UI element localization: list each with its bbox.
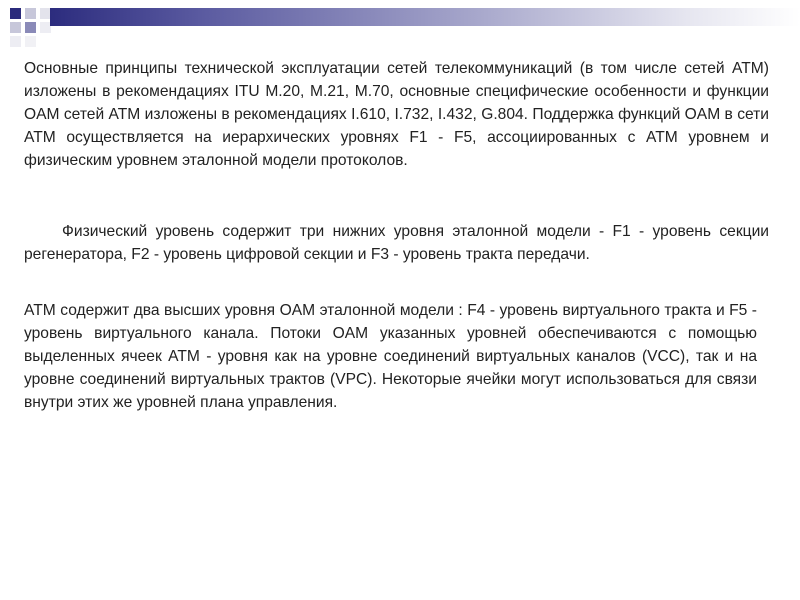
decor-square <box>10 36 21 47</box>
decor-square <box>10 22 21 33</box>
decor-square <box>10 8 21 19</box>
paragraph-atm-layers: ATM содержит два высших уровня OAM эталонной модели : F4 - уровень виртуального тракта и F5 - уровень виртуального канала. Потоки OAM указанных уровней обеспечиваются с помощью выделенных ячеек ATM - уровня как на уровне соединений виртуальных каналов (VCC), так и на уровне соединений виртуальных трактов (VPC). Некоторые ячейки могут использоваться для связи внутри этих же уровней плана управления. <box>24 302 757 411</box>
decor-square <box>25 8 36 19</box>
decor-square <box>25 36 36 47</box>
decorative-header <box>0 0 800 44</box>
paragraph-physical-layer: Физический уровень содержит три нижних уровня эталонной модели - F1 - уровень секции регенератора, F2 - уровень цифровой секции и F3 - уровень тракта передачи. <box>24 223 769 263</box>
decor-square <box>25 22 36 33</box>
header-gradient-band <box>50 8 800 26</box>
paragraph-oam-principles: Основные принципы технической эксплуатации сетей телекоммуникаций (в том числе сетей ATM) изложены в рекомендациях ITU M.20, M.21, M.70, основные специфические особенности и функции OAM сетей ATM изложены в рекомендациях I.610, I.732, I.432, G.804. Поддержка функций OAM в сети ATM осуществляется на иерархических уровнях F1 - F5, ассоциированных с ATM уровнем и физическим уровнем эталонной модели протоколов. <box>24 60 769 169</box>
